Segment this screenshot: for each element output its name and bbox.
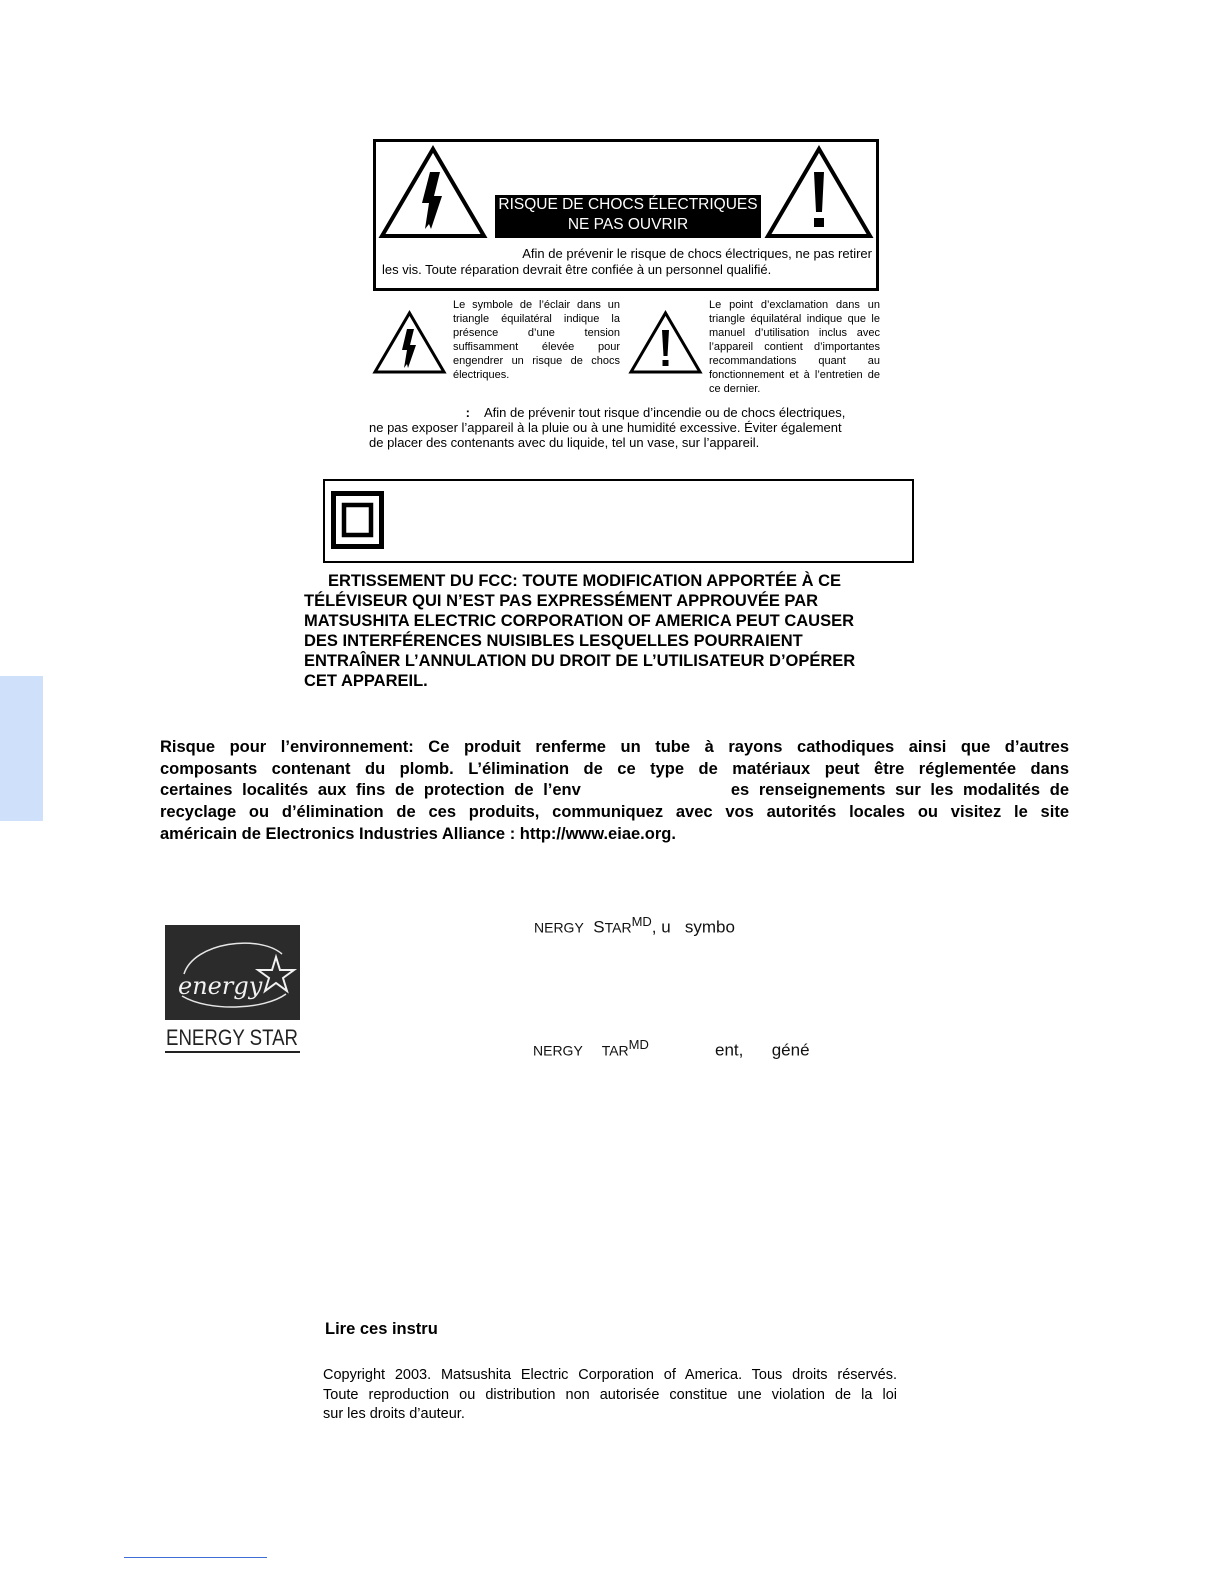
env-line-3b: es renseignements sur les modalités de xyxy=(730,781,1070,800)
fcc-line-4: DES INTERFÉRENCES NUISIBLES LESQUELLES POURRAIENT xyxy=(304,632,803,650)
exclamation-symbol-text: Le point d’exclamation dans un triangle équilatéral indique que le manuel d’utilisation inclus avec l’appareil contient d’importantes recommandations quant au fonctionnement et à l’entretien de ce dernier. xyxy=(709,299,880,395)
double-insulation-box xyxy=(323,479,914,563)
energy-star-logo-text: ENERGY STAR xyxy=(166,1025,298,1050)
exclamation-triangle-small-icon xyxy=(628,310,703,375)
es-l1-a: NERGY xyxy=(534,919,584,936)
es-l2-sup: MD xyxy=(628,1037,649,1052)
warning-text-line-1: Afin de prévenir le risque de chocs électriques, ne pas retirer xyxy=(522,246,872,261)
env-line-3 xyxy=(160,780,1069,802)
fcc-line-3: MATSUSHITA ELECTRIC CORPORATION OF AMERICA PEUT CAUSER xyxy=(304,612,854,630)
banner-line-1: RISQUE DE CHOCS ÉLECTRIQUES xyxy=(498,196,758,213)
bottom-rule xyxy=(124,1557,267,1558)
environment-paragraph xyxy=(160,737,1069,846)
side-tab xyxy=(0,676,43,821)
fcc-line-6: CET APPAREIL. xyxy=(304,672,428,690)
energy-star-line-1 xyxy=(534,914,735,938)
es-l2-d: géné xyxy=(771,1040,810,1060)
es-l1-e: symbo xyxy=(684,917,735,937)
warning-banner xyxy=(495,195,761,238)
fcc-line-5: ENTRAÎNER L’ANNULATION DU DROIT DE L’UTILISATEUR D’OPÉRER xyxy=(304,652,856,670)
lightning-symbol-text: Le symbole de l’éclair dans un triangle équilatéral indique la présence d’une tension suffisamment élevée pour engendrer un risque de chocs électriques. xyxy=(453,299,620,381)
warning-text xyxy=(382,246,872,278)
energy-star-logo-graphic xyxy=(164,924,301,1055)
es-l2-a: NERGY xyxy=(533,1042,583,1059)
copyright-line-1: Copyright 2003. Matsushita Electric Corporation of America. Tous droits réservés. xyxy=(323,1367,897,1383)
lightning-triangle-small-icon xyxy=(372,310,447,375)
energy-star-line-2 xyxy=(533,1037,810,1061)
energy-star-logo xyxy=(164,924,301,1055)
es-l1-b: S xyxy=(593,917,605,937)
fcc-line-1: ERTISSEMENT DU FCC: TOUTE MODIFICATION APPORTÉE À CE xyxy=(328,572,842,590)
copyright-line-2: Toute reproduction ou distribution non autorisée constitue une violation de la loi xyxy=(323,1386,897,1403)
warning-text-line-2: les vis. Toute réparation devrait être confiée à un personnel qualifié. xyxy=(382,262,772,277)
fcc-warning xyxy=(304,571,914,691)
lightning-triangle-icon xyxy=(379,146,487,239)
energy-star-script-text: energy xyxy=(178,972,263,1000)
env-line-1: Risque pour l’environnement: Ce produit renferme un tube à rayons cathodiques ainsi que d’autres xyxy=(160,738,1069,756)
fire-warning-line-3: de placer des contenants avec du liquide, tel un vase, sur l’appareil. xyxy=(369,435,760,450)
es-l1-c: TAR xyxy=(604,919,632,936)
env-line-4: recyclage ou d’élimination de ces produits, communiquez avec vos autorités locales ou visitez le site xyxy=(160,803,1069,822)
es-l1-d: , u xyxy=(651,917,671,937)
copyright-notice xyxy=(323,1366,897,1425)
double-insulation-icon xyxy=(331,491,384,549)
es-l1-sup: MD xyxy=(631,914,652,929)
es-l2-b: TAR xyxy=(601,1042,629,1059)
banner-line-2: NE PAS OUVRIR xyxy=(567,216,689,233)
copyright-line-3: sur les droits d’auteur. xyxy=(323,1406,465,1422)
env-line-5: américain de Electronics Industries Alliance : http://www.eiae.org. xyxy=(160,824,676,843)
fire-warning xyxy=(369,405,879,450)
fcc-line-2: TÉLÉVISEUR QUI N’EST PAS EXPRESSÉMENT APPROUVÉE PAR xyxy=(304,592,819,610)
exclamation-triangle-icon xyxy=(765,146,873,239)
fire-warning-line-2: ne pas exposer l’appareil à la pluie ou à une humidité excessive. Éviter également xyxy=(369,420,842,435)
env-line-3a: certaines localités aux fins de protection de l’env xyxy=(160,781,581,800)
env-line-2: composants contenant du plomb. L’élimination de ce type de matériaux peut être réglementée dans xyxy=(160,759,1069,778)
fire-warning-prefix: : xyxy=(465,405,470,420)
es-l2-c: ent, xyxy=(715,1040,744,1060)
fire-warning-line-1: Afin de prévenir tout risque d’incendie ou de chocs électriques, xyxy=(484,405,846,420)
read-instructions-heading: Lire ces instru xyxy=(325,1320,438,1338)
